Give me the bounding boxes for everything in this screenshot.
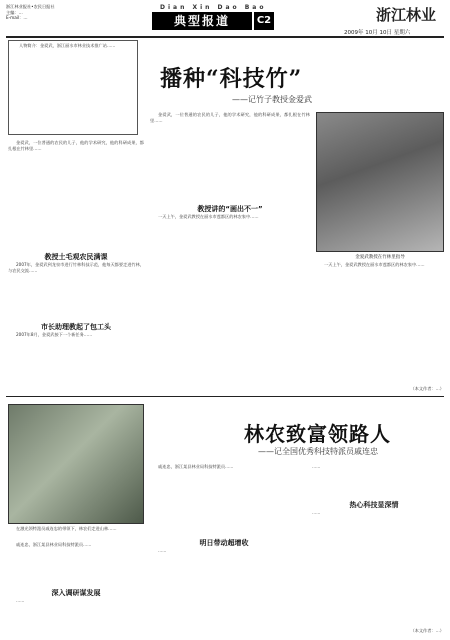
story2-subhead-3: 热心科技显深情 — [349, 501, 399, 509]
story2-subtitle: ——记全国优秀科技特派员戚连忠 — [258, 447, 378, 456]
story2-col3-text: …… — [158, 548, 167, 553]
story1-photo-caption: 金爱武教授在竹林里指导 — [355, 255, 405, 260]
story-divider — [6, 396, 444, 397]
story2-caption-box — [8, 526, 144, 540]
story1-col3-text: 2007年8月，金爱武接下一个新任务…… — [16, 332, 93, 337]
story1-center-text-body: 金爱武，一位普通的农民的儿子，他的学术研究，他的科研成果，都扎根在竹林里…… — [150, 112, 310, 124]
issue-date: 2009年 10月 10日 星期六 — [344, 30, 411, 36]
story1-col1 — [8, 140, 144, 250]
masthead-rule — [6, 36, 444, 38]
story1-col4-text: 一天上午，金爱武教授在丽水市莲都区的林农家中…… — [158, 214, 259, 219]
story2-right-text — [304, 464, 444, 498]
story1-col3 — [8, 332, 144, 392]
story2-col3 — [150, 548, 298, 636]
story1-col5-text: 一天上午，金爱武教授在丽水市莲都区的林农家中…… — [324, 262, 425, 267]
story1-subhead-3: 教授讲的“画出不一” — [197, 205, 263, 213]
story2-subhead-2: 明日带动超增收 — [199, 539, 249, 547]
intro-text: 人物简介：金爱武，浙江丽水市林业技术推广站…… — [19, 43, 116, 48]
story2-col1-text: 戚连忠，浙江某县林业局科技特派员…… — [16, 542, 92, 547]
story1-col2 — [8, 262, 144, 320]
story1-center-text — [150, 112, 310, 202]
intro-box — [8, 40, 138, 135]
story2-col2 — [8, 598, 144, 636]
masthead-line: 浙江林业报社•农民日报社 — [6, 4, 55, 9]
story2-right-text-body: …… — [312, 464, 321, 469]
story1-subhead-2: 市长助理教起了包工头 — [41, 323, 111, 331]
story2-center-text — [150, 464, 298, 536]
newspaper-name: 浙江林业 — [376, 6, 437, 24]
story1-col4 — [150, 214, 310, 390]
story2-caption: 在激光领特派员戚连忠的带领下，林农们走进山林…… — [16, 526, 117, 531]
masthead-info — [6, 4, 136, 21]
section-title: 典型报道 — [152, 12, 252, 30]
story2-col4 — [304, 510, 444, 628]
story1-byline: （本文作者：…） — [410, 386, 444, 391]
story1-subhead-1: 教授土毛观农民满课 — [44, 253, 108, 261]
story2-col4-text: …… — [312, 510, 321, 515]
story1-col1-text: 金爱武，一位普通的农民的儿子，他的学术研究，他的科研成果，都扎根在竹林里…… — [8, 140, 144, 152]
section-pinyin: Dian Xin Dao Bao — [160, 4, 267, 11]
story2-byline: （本文作者：…） — [410, 628, 444, 633]
story2-col1 — [8, 542, 144, 586]
story2-photo — [8, 404, 144, 524]
page-number: C2 — [254, 12, 274, 30]
story1-col2-text: 2007年，金爱武到龙泉市进行竹林科技示范，他每天都要走进竹林，与农民交流…… — [8, 262, 144, 274]
story2-headline: 林农致富领路人 — [244, 422, 391, 446]
story1-photo — [316, 112, 444, 252]
story2-subhead-1: 深入调研谋发展 — [51, 589, 101, 597]
masthead-line: 主编：… — [6, 9, 23, 15]
story2-col2-text: …… — [16, 598, 25, 603]
story1-col5 — [316, 262, 444, 390]
story2-center-text-body: 戚连忠，浙江某县林业局科技特派员…… — [158, 464, 234, 469]
masthead-line: E-mail：… — [6, 15, 28, 21]
story1-subtitle: ——记竹子教授金爱武 — [232, 95, 312, 104]
story1-headline: 播种“科技竹” — [160, 66, 303, 92]
